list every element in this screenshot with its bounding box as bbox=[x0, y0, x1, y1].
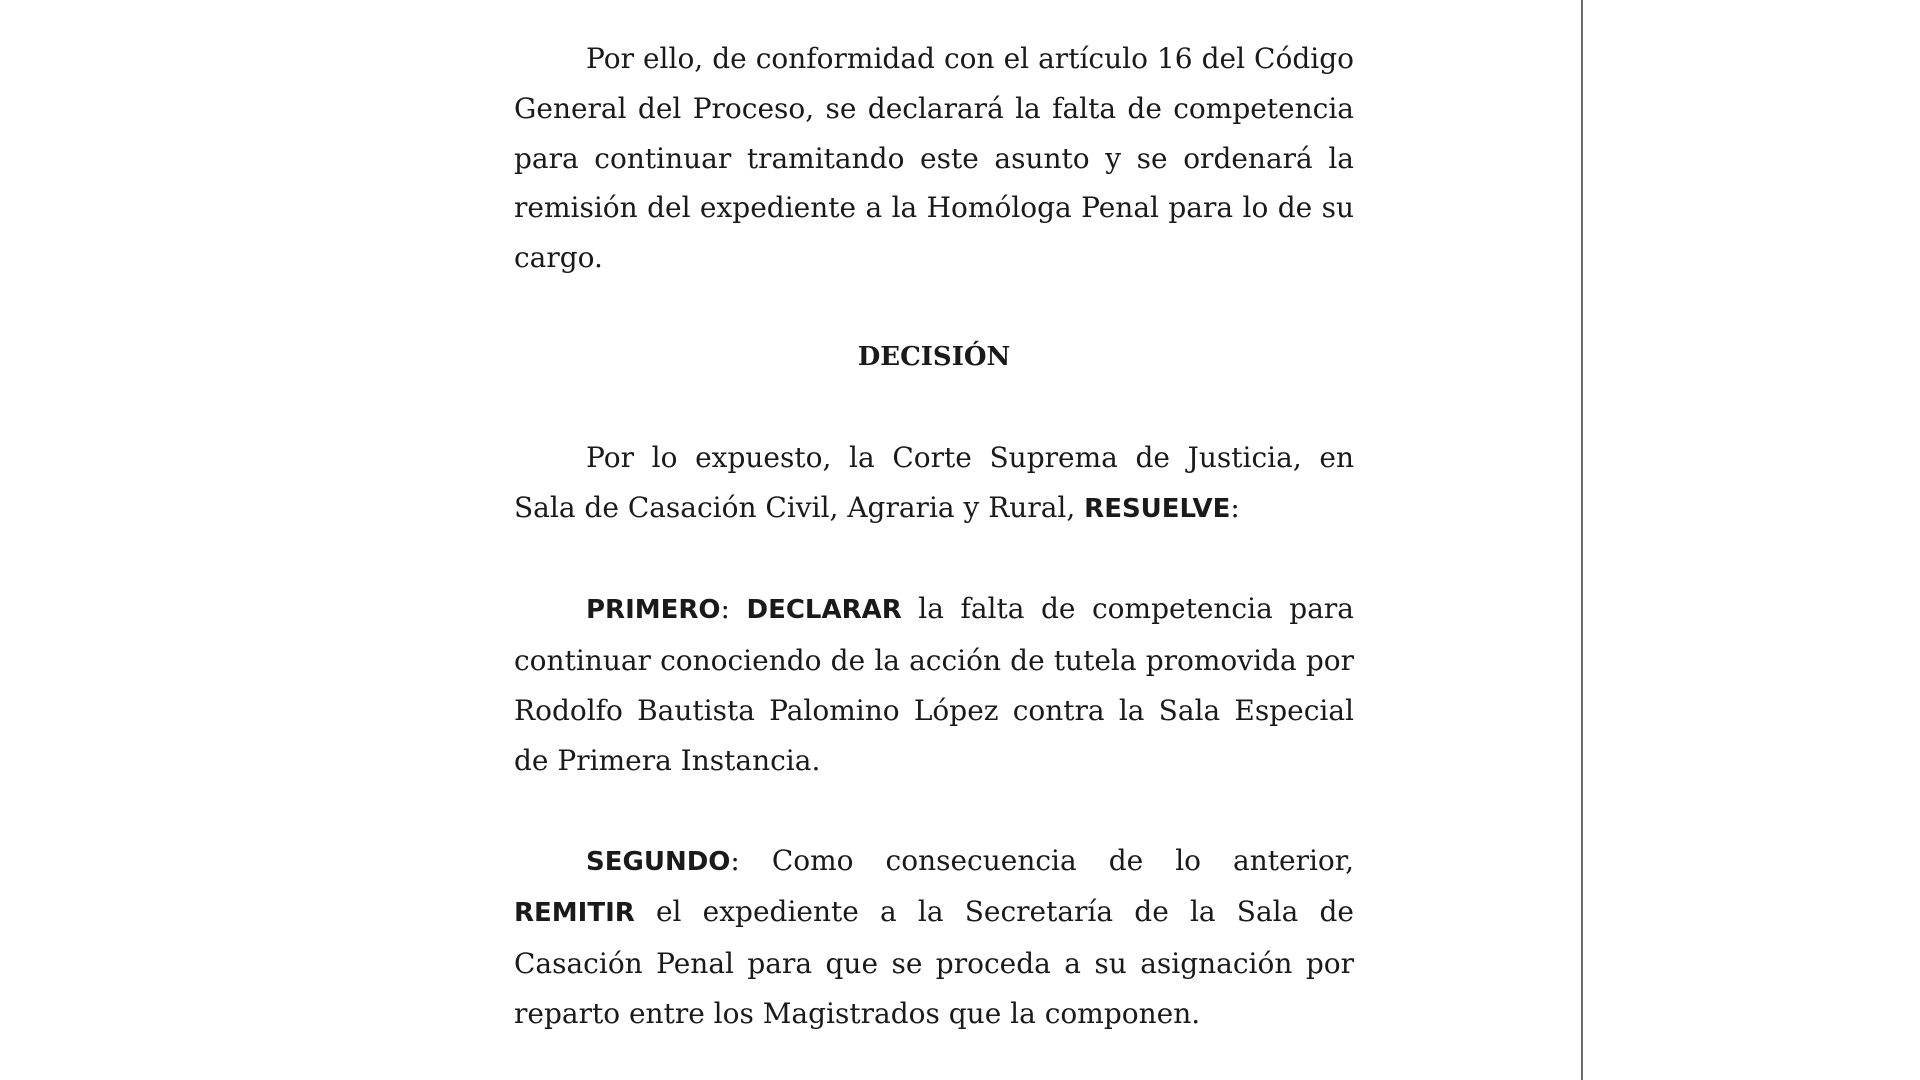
segundo-text-1: Como consecuencia de lo anterior, bbox=[771, 843, 1354, 877]
paragraph-resuelve bbox=[514, 433, 1354, 535]
document-body bbox=[514, 34, 1354, 1039]
resuelve-colon: : bbox=[1230, 490, 1240, 524]
paragraph-competencia: Por ello, de conformidad con el artículo 16 del Código General del Proceso, se declarará la falta de competencia para continuar tramitando este asunto y se ordenará la remisión del expediente a la Homóloga Penal para lo de su cargo. bbox=[514, 42, 1354, 275]
segundo-verb: REMITIR bbox=[514, 898, 635, 929]
segundo-separator: : bbox=[730, 843, 772, 877]
resuelve-keyword: RESUELVE bbox=[1084, 493, 1231, 524]
paragraph-segundo bbox=[514, 836, 1354, 1039]
decision-heading: DECISIÓN bbox=[857, 341, 1011, 372]
primero-text: la falta de competencia para continuar conociendo de la acción de tutela promovida por Rodolfo Bautista Palomino López contra la Sala Especial de Primera Instancia. bbox=[514, 592, 1354, 777]
primero-separator: : bbox=[720, 592, 747, 626]
paragraph-primero bbox=[514, 584, 1354, 785]
segundo-text-2: el expediente a la Secretaría de la Sala de Casación Penal para que se proceda a su asignación por reparto entre los Magistrados que la componen. bbox=[514, 895, 1354, 1030]
page-edge-line bbox=[1581, 0, 1583, 1080]
segundo-label: SEGUNDO bbox=[586, 846, 731, 877]
primero-verb: DECLARAR bbox=[746, 595, 902, 626]
primero-label: PRIMERO bbox=[586, 595, 721, 626]
resuelve-intro: Por lo expuesto, la Corte Suprema de Justicia, en Sala de Casación Civil, Agraria y Rural, bbox=[514, 440, 1354, 524]
